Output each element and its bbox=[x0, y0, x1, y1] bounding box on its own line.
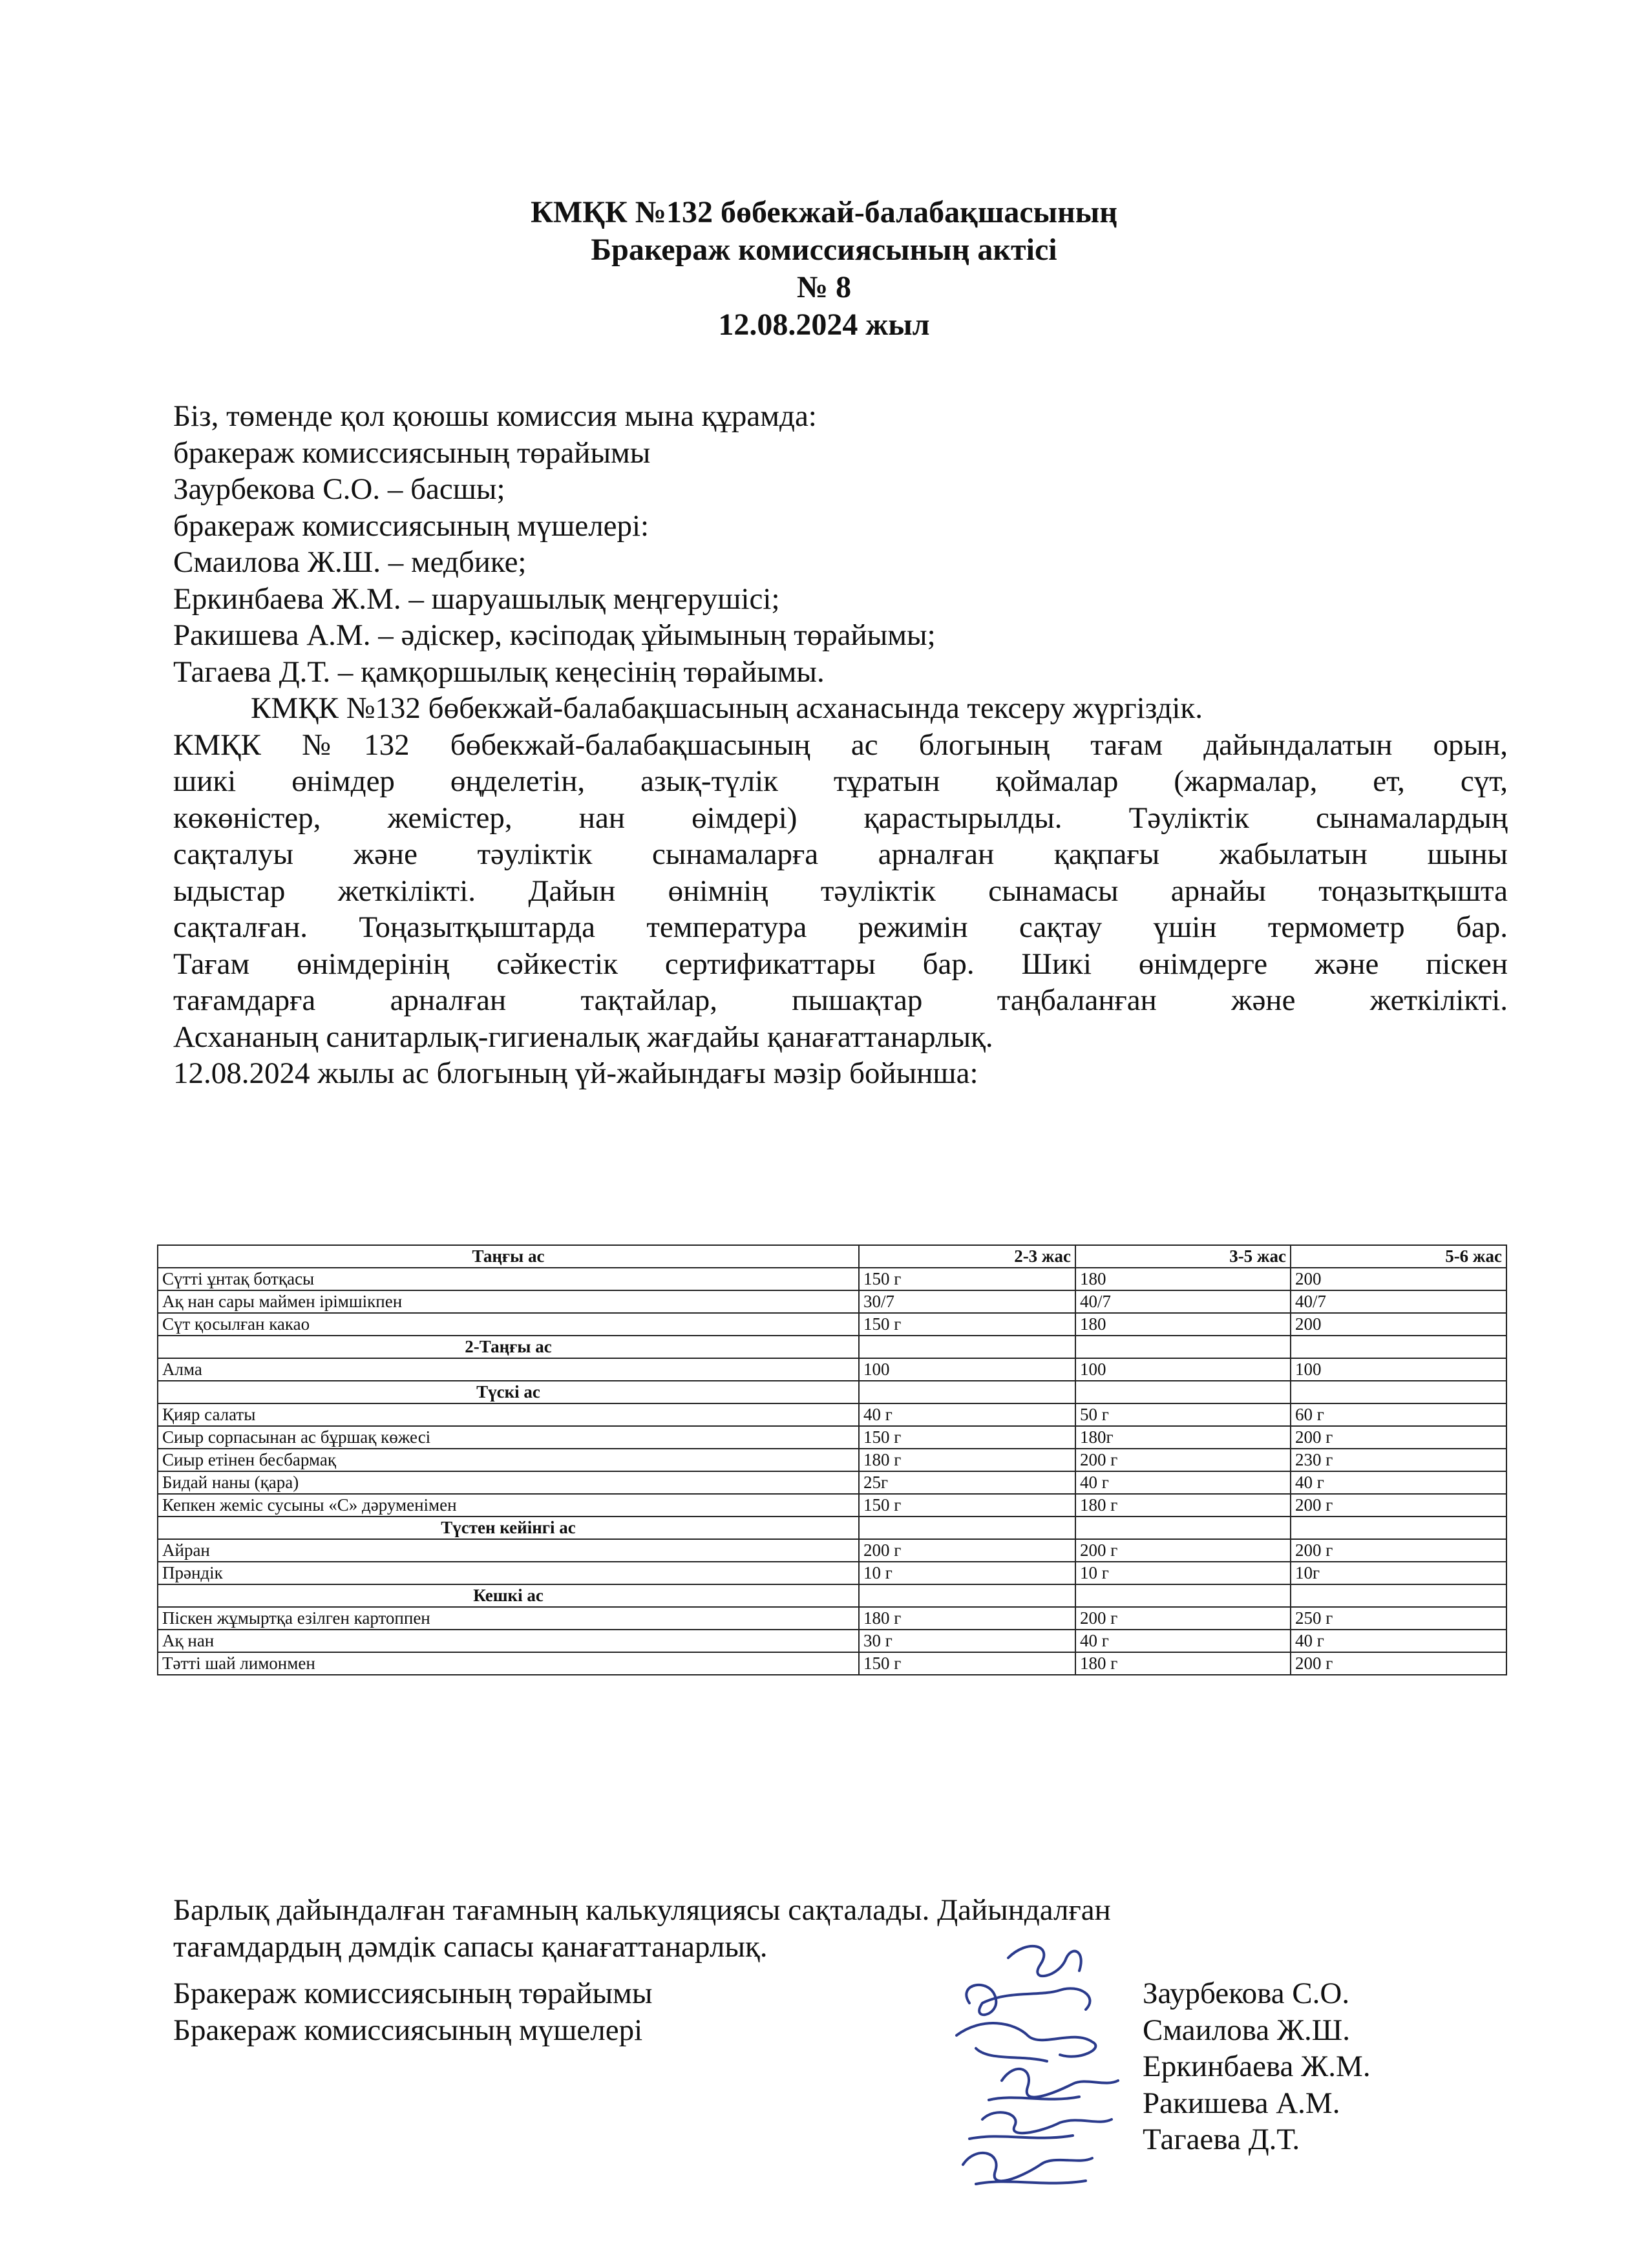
portion-age-2-3: 150 г bbox=[859, 1494, 1075, 1517]
table-row bbox=[158, 1426, 1506, 1449]
conclusion-line: Барлық дайындалған тағамның калькуляциясы сақталады. Дайындалған bbox=[173, 1893, 1111, 1927]
menu-table-body bbox=[158, 1268, 1506, 1675]
paragraph-line: КМҚК №132 бөбекжай-балабақшасының ас блогының тағам дайындалатын орын, bbox=[173, 728, 1508, 762]
portion-age-5-6: 40/7 bbox=[1291, 1290, 1506, 1313]
signer-name: Тагаева Д.Т. bbox=[1143, 2123, 1300, 2156]
act-number: № 8 bbox=[796, 270, 852, 304]
empty-cell bbox=[859, 1336, 1075, 1358]
paragraph-line: сақталуы және тәуліктік сынамаларға арналған қақпағы жабылатын шыны bbox=[173, 837, 1508, 871]
table-row bbox=[158, 1268, 1506, 1290]
portion-age-2-3: 150 г bbox=[859, 1652, 1075, 1675]
menu-table bbox=[157, 1244, 1507, 1675]
dish-name: Сиыр сорпасынан ас бұршақ көжесі bbox=[158, 1426, 859, 1449]
portion-age-2-3: 40 г bbox=[859, 1403, 1075, 1426]
header-age-2-3: 2-3 жас bbox=[859, 1245, 1075, 1268]
signature-names bbox=[1143, 1975, 1371, 2158]
signature-member-3 bbox=[969, 2112, 1112, 2139]
portion-age-3-5: 40 г bbox=[1075, 1630, 1291, 1652]
meal-section-row bbox=[158, 1381, 1506, 1403]
signature-chair bbox=[966, 1946, 1090, 2015]
portion-age-3-5: 180 г bbox=[1075, 1652, 1291, 1675]
organization-title: КМҚК №132 бөбекжай-балабақшасының bbox=[531, 195, 1117, 229]
table-header-row bbox=[158, 1245, 1506, 1268]
portion-age-3-5: 50 г bbox=[1075, 1403, 1291, 1426]
dish-name: Прәндік bbox=[158, 1562, 859, 1584]
portion-age-2-3: 10 г bbox=[859, 1562, 1075, 1584]
dish-name: Алма bbox=[158, 1358, 859, 1381]
members-role: Бракераж комиссиясының мүшелері bbox=[173, 2013, 643, 2047]
menu-intro: 12.08.2024 жылы ас блогының үй-жайындағы мәзір бойынша: bbox=[173, 1056, 978, 1090]
intro-line: Смаилова Ж.Ш. – медбике; bbox=[173, 545, 527, 579]
empty-cell bbox=[1075, 1584, 1291, 1607]
table-row bbox=[158, 1290, 1506, 1313]
portion-age-5-6: 40 г bbox=[1291, 1471, 1506, 1494]
meal-section-title: 2-Таңғы ас bbox=[158, 1336, 859, 1358]
paragraph-line: шикі өнімдер өңделетін, азық-түлік тұратын қоймалар (жармалар, ет, сүт, bbox=[173, 764, 1508, 798]
empty-cell bbox=[859, 1381, 1075, 1403]
paragraph-line: көкөністер, жемістер, нан өімдері) қарастырылды. Тәуліктік сынамалардың bbox=[173, 801, 1508, 835]
table-row bbox=[158, 1607, 1506, 1630]
portion-age-5-6: 200 bbox=[1291, 1313, 1506, 1336]
portion-age-3-5: 180 bbox=[1075, 1313, 1291, 1336]
meal-section-row bbox=[158, 1336, 1506, 1358]
signer-name: Ракишева А.М. bbox=[1143, 2086, 1340, 2120]
portion-age-5-6: 60 г bbox=[1291, 1403, 1506, 1426]
act-title: Бракераж комиссиясының актісі bbox=[591, 233, 1057, 267]
dish-name: Ақ нан сары маймен ірімшікпен bbox=[158, 1290, 859, 1313]
paragraph-line: сақталған. Тоңазытқыштарда температура режимін сақтау үшін термометр бар. bbox=[173, 910, 1508, 944]
dish-name: Ақ нан bbox=[158, 1630, 859, 1652]
empty-cell bbox=[1291, 1584, 1506, 1607]
dish-name: Айран bbox=[158, 1539, 859, 1562]
empty-cell bbox=[859, 1517, 1075, 1539]
intro-line: бракераж комиссиясының мүшелері: bbox=[173, 509, 650, 543]
signature-member-1 bbox=[956, 2023, 1095, 2061]
empty-cell bbox=[1291, 1381, 1506, 1403]
meal-section-row bbox=[158, 1517, 1506, 1539]
portion-age-3-5: 200 г bbox=[1075, 1449, 1291, 1471]
act-body bbox=[173, 398, 1508, 1092]
portion-age-3-5: 180 г bbox=[1075, 1494, 1291, 1517]
meal-section-title: Түстен кейінгі ас bbox=[158, 1517, 859, 1539]
meal-section-row bbox=[158, 1584, 1506, 1607]
portion-age-5-6: 250 г bbox=[1291, 1607, 1506, 1630]
intro-line: Біз, төменде қол қоюшы комиссия мына құрамда: bbox=[173, 399, 817, 433]
act-date: 12.08.2024 жыл bbox=[718, 308, 930, 342]
portion-age-2-3: 30/7 bbox=[859, 1290, 1075, 1313]
portion-age-2-3: 150 г bbox=[859, 1313, 1075, 1336]
dish-name: Бидай наны (қара) bbox=[158, 1471, 859, 1494]
conclusion bbox=[173, 1892, 1508, 1965]
portion-age-2-3: 180 г bbox=[859, 1449, 1075, 1471]
portion-age-2-3: 180 г bbox=[859, 1607, 1075, 1630]
portion-age-3-5: 10 г bbox=[1075, 1562, 1291, 1584]
portion-age-3-5: 40 г bbox=[1075, 1471, 1291, 1494]
portion-age-5-6: 200 г bbox=[1291, 1652, 1506, 1675]
paragraph-line: Тағам өнімдерінің сәйкестік сертификаттары бар. Шикі өнімдерге және піскен bbox=[173, 947, 1508, 981]
portion-age-5-6: 40 г bbox=[1291, 1630, 1506, 1652]
meal-section-title: Кешкі ас bbox=[158, 1584, 859, 1607]
signer-name: Еркинбаева Ж.М. bbox=[1143, 2050, 1371, 2083]
empty-cell bbox=[1291, 1336, 1506, 1358]
dish-name: Тәтті шай лимонмен bbox=[158, 1652, 859, 1675]
table-row bbox=[158, 1630, 1506, 1652]
signature-roles bbox=[173, 1975, 652, 2048]
document-header bbox=[0, 194, 1648, 344]
portion-age-2-3: 150 г bbox=[859, 1268, 1075, 1290]
paragraph-line: тағамдарға арналған тақтайлар, пышақтар таңбаланған және жеткілікті. bbox=[173, 983, 1508, 1017]
meal-section-title: Түскі ас bbox=[158, 1381, 859, 1403]
portion-age-5-6: 10г bbox=[1291, 1562, 1506, 1584]
portion-age-2-3: 200 г bbox=[859, 1539, 1075, 1562]
inspection-line: КМҚК №132 бөбекжай-балабақшасының асханасында тексеру жүргіздік. bbox=[251, 691, 1203, 725]
portion-age-2-3: 100 bbox=[859, 1358, 1075, 1381]
table-row bbox=[158, 1471, 1506, 1494]
paragraph-last-line: Асхананың санитарлық-гигиеналық жағдайы қанағаттанарлық. bbox=[173, 1020, 993, 1054]
portion-age-5-6: 100 bbox=[1291, 1358, 1506, 1381]
empty-cell bbox=[1075, 1336, 1291, 1358]
portion-age-5-6: 230 г bbox=[1291, 1449, 1506, 1471]
portion-age-3-5: 200 г bbox=[1075, 1607, 1291, 1630]
chair-role: Бракераж комиссиясының төрайымы bbox=[173, 1977, 653, 2010]
table-row bbox=[158, 1652, 1506, 1675]
intro-line: Еркинбаева Ж.М. – шаруашылық меңгерушісі; bbox=[173, 582, 780, 616]
conclusion-line: тағамдардың дәмдік сапасы қанағаттанарлық. bbox=[173, 1929, 768, 1964]
portion-age-5-6: 200 г bbox=[1291, 1494, 1506, 1517]
signer-name: Смаилова Ж.Ш. bbox=[1143, 2013, 1350, 2047]
empty-cell bbox=[1075, 1517, 1291, 1539]
table-row bbox=[158, 1449, 1506, 1471]
dish-name: Піскен жұмыртқа езілген картоппен bbox=[158, 1607, 859, 1630]
table-row bbox=[158, 1313, 1506, 1336]
header-meal: Таңғы ас bbox=[158, 1245, 859, 1268]
table-row bbox=[158, 1403, 1506, 1426]
table-row bbox=[158, 1562, 1506, 1584]
dish-name: Кепкен жеміс сусыны «С» дәруменімен bbox=[158, 1494, 859, 1517]
signature-member-2 bbox=[989, 2069, 1118, 2100]
portion-age-3-5: 40/7 bbox=[1075, 1290, 1291, 1313]
portion-age-2-3: 30 г bbox=[859, 1630, 1075, 1652]
header-age-5-6: 5-6 жас bbox=[1291, 1245, 1506, 1268]
portion-age-3-5: 200 г bbox=[1075, 1539, 1291, 1562]
portion-age-5-6: 200 г bbox=[1291, 1426, 1506, 1449]
table-row bbox=[158, 1494, 1506, 1517]
empty-cell bbox=[859, 1584, 1075, 1607]
signature-member-4 bbox=[963, 2153, 1092, 2184]
handwritten-signatures bbox=[931, 1932, 1144, 2203]
signer-name: Заурбекова С.О. bbox=[1143, 1977, 1350, 2010]
empty-cell bbox=[1075, 1381, 1291, 1403]
intro-line: Ракишева А.М. – әдіскер, кәсіподақ ұйымының төрайымы; bbox=[173, 618, 936, 652]
portion-age-3-5: 100 bbox=[1075, 1358, 1291, 1381]
dish-name: Қияр салаты bbox=[158, 1403, 859, 1426]
dish-name: Сүт қосылған какао bbox=[158, 1313, 859, 1336]
empty-cell bbox=[1291, 1517, 1506, 1539]
portion-age-2-3: 150 г bbox=[859, 1426, 1075, 1449]
portion-age-2-3: 25г bbox=[859, 1471, 1075, 1494]
paragraph-line: ыдыстар жеткілікті. Дайын өнімнің тәуліктік сынамасы арнайы тоңазытқышта bbox=[173, 874, 1508, 908]
portion-age-3-5: 180г bbox=[1075, 1426, 1291, 1449]
table-row bbox=[158, 1358, 1506, 1381]
intro-line: Тагаева Д.Т. – қамқоршылық кеңесінің төрайымы. bbox=[173, 655, 825, 689]
portion-age-3-5: 180 bbox=[1075, 1268, 1291, 1290]
dish-name: Сиыр етінен бесбармақ bbox=[158, 1449, 859, 1471]
intro-line: бракераж комиссиясының төрайымы bbox=[173, 436, 651, 470]
table-row bbox=[158, 1539, 1506, 1562]
intro-line: Заурбекова С.О. – басшы; bbox=[173, 472, 505, 506]
inspection-paragraph bbox=[173, 727, 1508, 1019]
dish-name: Сүтті ұнтақ ботқасы bbox=[158, 1268, 859, 1290]
header-age-3-5: 3-5 жас bbox=[1075, 1245, 1291, 1268]
portion-age-5-6: 200 г bbox=[1291, 1539, 1506, 1562]
portion-age-5-6: 200 bbox=[1291, 1268, 1506, 1290]
